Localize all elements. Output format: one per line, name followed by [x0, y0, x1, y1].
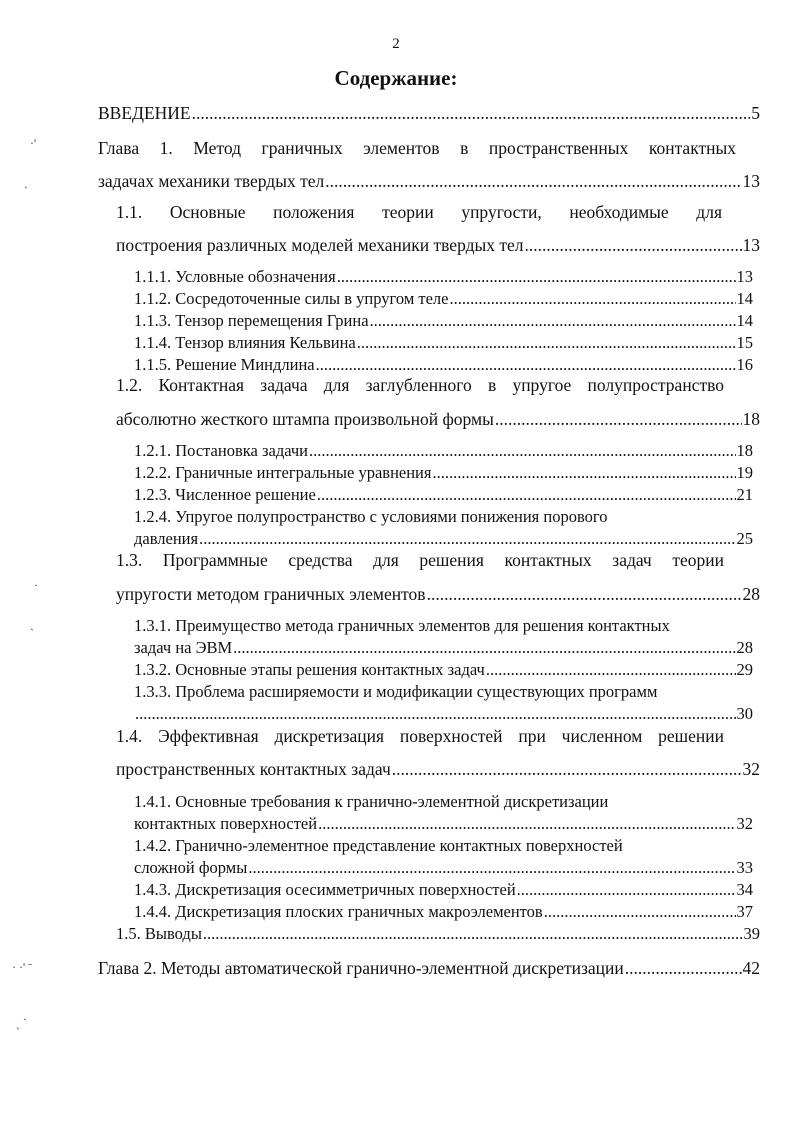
toc-page-number: 5	[751, 103, 760, 123]
dot-leader	[517, 880, 736, 900]
dot-leader	[135, 704, 736, 724]
dot-leader	[544, 902, 736, 922]
dot-leader	[432, 463, 735, 483]
scan-speck: ·	[34, 578, 38, 592]
toc-entry-s133-line1[interactable]: 1.3.3. Проблема расширяемости и модификации существующих программ	[134, 682, 658, 701]
toc-entry-text: 1.4.3. Дискретизация осесимметричных поверхностей	[134, 880, 516, 899]
toc-entry-text: 1.2.2. Граничные интегральные уравнения	[134, 463, 432, 482]
scan-speck: ˋ	[24, 184, 28, 198]
toc-entry-s12-line1[interactable]: 1.2. Контактная задача для заглубленного в упругое полупространство	[116, 375, 724, 395]
dot-leader	[357, 333, 736, 353]
toc-page-number: 34	[736, 880, 753, 899]
dot-leader	[392, 759, 742, 780]
toc-entry-text: 1.1.2. Сосредоточенные силы в упругом теле	[134, 289, 449, 308]
dot-leader	[486, 660, 736, 680]
dot-leader	[449, 289, 735, 309]
toc-entry-intro[interactable]	[98, 103, 760, 124]
toc-entry-s141-line1[interactable]: 1.4.1. Основные требования к гранично-элементной дискретизации	[134, 792, 609, 811]
toc-entry-text: 1.1.1. Условные обозначения	[134, 267, 336, 286]
toc-entry-s114[interactable]	[134, 333, 753, 353]
toc-entry-text: 1.2.3. Численное решение	[134, 485, 316, 504]
toc-entry-text: задач на ЭВМ	[134, 638, 233, 657]
dot-leader	[203, 924, 743, 944]
toc-entry-text: ВВЕДЕНИЕ	[98, 103, 191, 123]
toc-entry-s142[interactable]	[134, 858, 753, 878]
toc-entry-s14-line1[interactable]: 1.4. Эффективная дискретизация поверхностей при численном решении	[116, 726, 724, 746]
toc-entry-s113[interactable]	[134, 311, 753, 331]
toc-page-number: 39	[743, 924, 760, 943]
page-number: 2	[392, 36, 400, 52]
toc-entry-s13[interactable]	[116, 584, 760, 605]
toc-page-number: 28	[742, 584, 760, 604]
toc-entry-ch1[interactable]	[98, 171, 760, 192]
dot-leader	[370, 311, 736, 331]
toc-entry-s123[interactable]	[134, 485, 753, 505]
dot-leader	[248, 858, 735, 878]
toc-page-number: 18	[742, 409, 760, 429]
toc-entry-text: 1.1.4. Тензор влияния Кельвина	[134, 333, 356, 352]
dot-leader	[427, 584, 742, 605]
page-title: Содержание:	[334, 66, 458, 90]
toc-entry-s133[interactable]	[134, 704, 753, 724]
toc-entry-s144[interactable]	[134, 902, 753, 922]
toc-page-number: 32	[742, 759, 760, 779]
toc-entry-s122[interactable]	[134, 463, 753, 483]
toc-page-number: 16	[736, 355, 753, 374]
toc-entry-s131[interactable]	[134, 638, 753, 658]
toc-entry-s132[interactable]	[134, 660, 753, 680]
toc-entry-s11-line1[interactable]: 1.1. Основные положения теории упругости, необходимые для	[116, 202, 722, 222]
dot-leader	[192, 103, 751, 124]
toc-entry-text: сложной формы	[134, 858, 248, 877]
dot-leader	[525, 235, 742, 256]
dot-leader	[625, 958, 742, 979]
scan-speck: ˋ	[30, 626, 34, 640]
scan-speck: ˎ ˋ	[16, 1016, 27, 1030]
toc-entry-s131-line1[interactable]: 1.3.1. Преимущество метода граничных элементов для решения контактных	[134, 616, 670, 635]
toc-page-number: 18	[736, 441, 753, 460]
dot-leader	[199, 529, 735, 549]
toc-entry-s141[interactable]	[134, 814, 753, 834]
toc-page-number: 25	[736, 529, 753, 548]
toc-page-number: 30	[736, 704, 753, 723]
toc-entry-ch2[interactable]	[98, 958, 760, 979]
toc-page-number: 29	[736, 660, 753, 679]
toc-entry-s124[interactable]	[134, 529, 753, 549]
toc-page-number: 13	[742, 235, 760, 255]
dot-leader	[316, 355, 736, 375]
toc-entry-s14[interactable]	[116, 759, 760, 780]
toc-page-number: 33	[736, 858, 753, 877]
toc-entry-s142-line1[interactable]: 1.4.2. Гранично-элементное представление контактных поверхностей	[134, 836, 623, 855]
toc-entry-s13-line1[interactable]: 1.3. Программные средства для решения контактных задач теории	[116, 550, 724, 570]
toc-entry-s12[interactable]	[116, 409, 760, 430]
toc-page-number: 32	[736, 814, 753, 833]
toc-entry-text: упругости методом граничных элементов	[116, 584, 426, 604]
toc-page-number: 37	[736, 902, 753, 921]
toc-page-number: 21	[736, 485, 753, 504]
toc-page-number: 28	[736, 638, 753, 657]
toc-entry-text: 1.3.2. Основные этапы решения контактных задач	[134, 660, 485, 679]
toc-page-number: 14	[736, 311, 753, 330]
toc-page-number: 13	[742, 171, 760, 191]
toc-page-number: 13	[736, 267, 753, 286]
dot-leader	[325, 171, 741, 192]
toc-entry-s111[interactable]	[134, 267, 753, 287]
dot-leader	[233, 638, 735, 658]
scan-speck: ·'	[30, 136, 37, 150]
toc-entry-text: 1.1.5. Решение Миндлина	[134, 355, 315, 374]
dot-leader	[495, 409, 742, 430]
toc-entry-text: 1.2.1. Постановка задачи	[134, 441, 308, 460]
toc-entry-text: контактных поверхностей	[134, 814, 318, 833]
toc-entry-s121[interactable]	[134, 441, 753, 461]
toc-entry-s143[interactable]	[134, 880, 753, 900]
toc-entry-text: построения различных моделей механики твердых тел	[116, 235, 524, 255]
toc-entry-text: 1.5. Выводы	[116, 924, 202, 943]
toc-entry-s112[interactable]	[134, 289, 753, 309]
toc-entry-s15[interactable]	[116, 924, 760, 944]
toc-entry-text: давления	[134, 529, 199, 548]
toc-entry-text: пространственных контактных задач	[116, 759, 391, 779]
toc-entry-text: 1.4.4. Дискретизация плоских граничных макроэлементов	[134, 902, 543, 921]
toc-entry-text: абсолютно жесткого штампа произвольной формы	[116, 409, 494, 429]
toc-entry-text: 1.1.3. Тензор перемещения Грина	[134, 311, 369, 330]
toc-entry-s124-line1[interactable]: 1.2.4. Упругое полупространство с условиями понижения порового	[134, 507, 608, 526]
toc-page-number: 19	[736, 463, 753, 482]
toc-page-number: 14	[736, 289, 753, 308]
toc-page-number: 15	[736, 333, 753, 352]
toc-entry-s115[interactable]	[134, 355, 753, 375]
dot-leader	[318, 814, 735, 834]
dot-leader	[317, 485, 736, 505]
toc-entry-text: Глава 2. Методы автоматической гранично-элементной дискретизации	[98, 958, 624, 978]
toc-entry-s11[interactable]	[116, 235, 760, 256]
scan-speck: · ·' ˉ	[12, 960, 33, 974]
dot-leader	[337, 267, 736, 287]
dot-leader	[309, 441, 736, 461]
toc-entry-text: задачах механики твердых тел	[98, 171, 325, 191]
toc-entry-ch1-line1[interactable]: Глава 1. Метод граничных элементов в пространственных контактных	[98, 138, 736, 158]
toc-page-number: 42	[742, 958, 760, 978]
